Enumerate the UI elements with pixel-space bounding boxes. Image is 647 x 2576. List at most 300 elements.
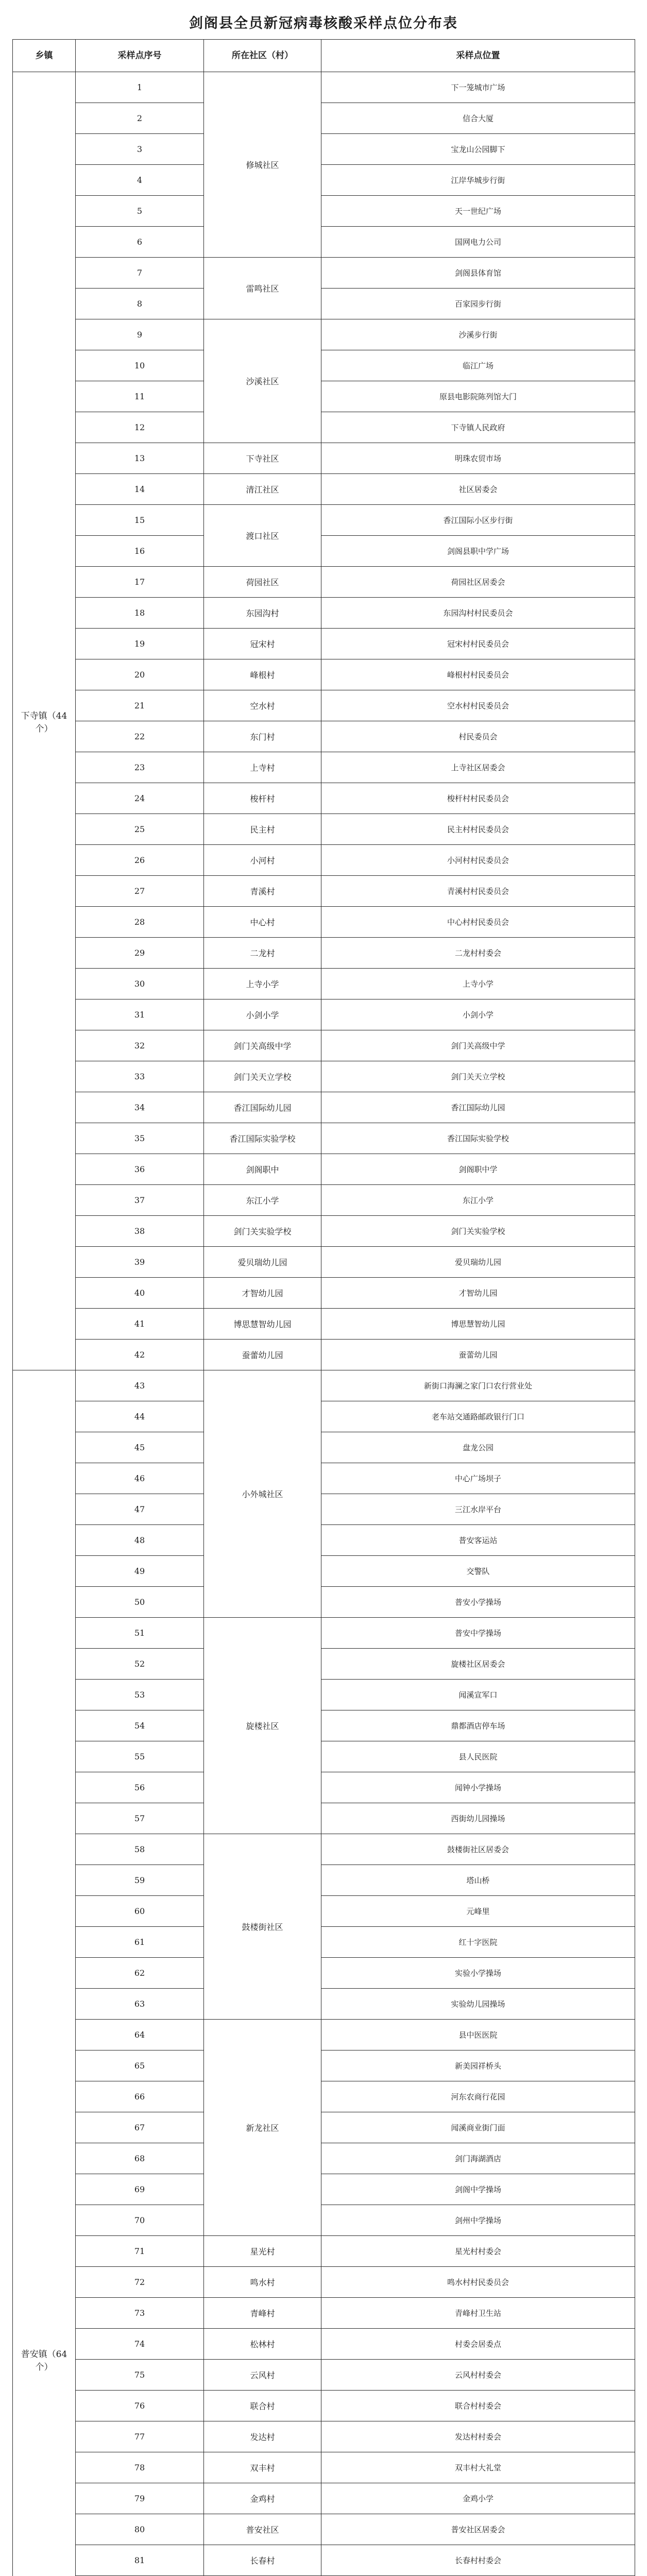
site-number-cell: 31: [76, 999, 204, 1030]
header-town: 乡镇: [13, 40, 76, 72]
header-site-number: 采样点序号: [76, 40, 204, 72]
site-number-cell: 20: [76, 659, 204, 690]
table-row: [13, 1309, 635, 1340]
table-row: [13, 2081, 635, 2112]
table-row: [13, 969, 635, 999]
site-number-cell: 60: [76, 1896, 204, 1927]
location-cell: 民主村村民委员会: [321, 814, 635, 845]
community-cell: 二龙村: [204, 938, 321, 969]
document: [12, 8, 635, 2576]
site-number-cell: 13: [76, 443, 204, 474]
site-number-cell: 37: [76, 1185, 204, 1216]
site-number-cell: 18: [76, 598, 204, 629]
location-cell: 东江小学: [321, 1185, 635, 1216]
community-cell: 博思慧智幼儿园: [204, 1309, 321, 1340]
community-cell: 金鸡村: [204, 2483, 321, 2514]
site-number-cell: 9: [76, 319, 204, 350]
community-cell: 旋楼社区: [204, 1618, 321, 1834]
location-cell: 二龙村村委会: [321, 938, 635, 969]
location-cell: 鼎都酒店停车场: [321, 1710, 635, 1741]
location-cell: 双丰村大礼堂: [321, 2452, 635, 2483]
site-number-cell: 54: [76, 1710, 204, 1741]
location-cell: 博思慧智幼儿园: [321, 1309, 635, 1340]
location-cell: 剑州中学操场: [321, 2205, 635, 2236]
site-number-cell: 65: [76, 2050, 204, 2081]
table-row: [13, 165, 635, 196]
location-cell: 江岸华城步行街: [321, 165, 635, 196]
table-row: [13, 350, 635, 381]
site-number-cell: 53: [76, 1680, 204, 1710]
location-cell: 空水村村民委员会: [321, 690, 635, 721]
community-cell: 鸣水村: [204, 2267, 321, 2298]
location-cell: 红十字医院: [321, 1927, 635, 1958]
table-row: [13, 2391, 635, 2421]
site-number-cell: 1: [76, 72, 204, 103]
location-cell: 村民委员会: [321, 721, 635, 752]
site-number-cell: 10: [76, 350, 204, 381]
table-row: [13, 690, 635, 721]
location-cell: 才智幼儿园: [321, 1278, 635, 1309]
site-number-cell: 26: [76, 845, 204, 876]
table-row: [13, 474, 635, 505]
community-cell: 香江国际实验学校: [204, 1123, 321, 1154]
location-cell: 老车站交通路邮政银行门口: [321, 1401, 635, 1432]
site-number-cell: 64: [76, 2020, 204, 2050]
community-cell: 东园沟村: [204, 598, 321, 629]
site-number-cell: 19: [76, 629, 204, 659]
community-cell: 爱贝瑞幼儿园: [204, 1247, 321, 1278]
header-community: 所在社区（村）: [204, 40, 321, 72]
table-row: [13, 999, 635, 1030]
table-row: [13, 1401, 635, 1432]
location-cell: 青峰村卫生站: [321, 2298, 635, 2329]
site-number-cell: 3: [76, 134, 204, 165]
community-cell: 剑阁职中: [204, 1154, 321, 1185]
table-row: [13, 1370, 635, 1401]
table-row: [13, 2020, 635, 2050]
site-number-cell: 46: [76, 1463, 204, 1494]
community-cell: 清江社区: [204, 474, 321, 505]
site-number-cell: 72: [76, 2267, 204, 2298]
table-row: [13, 1958, 635, 1989]
site-number-cell: 69: [76, 2174, 204, 2205]
location-cell: 剑门海湖酒店: [321, 2143, 635, 2174]
location-cell: 中心村村民委员会: [321, 907, 635, 938]
community-cell: 剑门关高级中学: [204, 1030, 321, 1061]
site-number-cell: 63: [76, 1989, 204, 2020]
site-number-cell: 68: [76, 2143, 204, 2174]
town-cell: 下寺镇（44个）: [13, 72, 76, 1370]
location-cell: 天一世纪广场: [321, 196, 635, 227]
table-row: [13, 2421, 635, 2452]
site-number-cell: 22: [76, 721, 204, 752]
site-number-cell: 67: [76, 2112, 204, 2143]
community-cell: 东江小学: [204, 1185, 321, 1216]
site-number-cell: 59: [76, 1865, 204, 1896]
site-number-cell: 50: [76, 1587, 204, 1618]
table-row: [13, 2452, 635, 2483]
community-cell: 小剑小学: [204, 999, 321, 1030]
site-number-cell: 43: [76, 1370, 204, 1401]
community-cell: 青峰村: [204, 2298, 321, 2329]
town-cell: 普安镇（64个）: [13, 1370, 76, 2576]
location-cell: 新美园祥桥头: [321, 2050, 635, 2081]
location-cell: 剑阁职中学: [321, 1154, 635, 1185]
table-row: [13, 2174, 635, 2205]
table-row: [13, 258, 635, 289]
community-cell: 蚕蕾幼儿园: [204, 1340, 321, 1370]
table-row: [13, 907, 635, 938]
table-row: [13, 412, 635, 443]
table-row: [13, 2050, 635, 2081]
location-cell: 普安社区居委会: [321, 2514, 635, 2545]
location-cell: 小河村村民委员会: [321, 845, 635, 876]
table-row: [13, 1989, 635, 2020]
community-cell: 发达村: [204, 2421, 321, 2452]
table-row: [13, 2545, 635, 2576]
table-row: [13, 1092, 635, 1123]
table-row: [13, 2298, 635, 2329]
site-number-cell: 78: [76, 2452, 204, 2483]
location-cell: 剑阁中学操场: [321, 2174, 635, 2205]
location-cell: 元峰里: [321, 1896, 635, 1927]
community-cell: 双丰村: [204, 2452, 321, 2483]
table-row: [13, 1525, 635, 1556]
location-cell: 交警队: [321, 1556, 635, 1587]
table-row: [13, 938, 635, 969]
site-number-cell: 55: [76, 1741, 204, 1772]
table-row: [13, 567, 635, 598]
location-cell: 剑门关天立学校: [321, 1061, 635, 1092]
community-cell: 荷园社区: [204, 567, 321, 598]
site-number-cell: 79: [76, 2483, 204, 2514]
community-cell: 小外城社区: [204, 1370, 321, 1618]
community-cell: 民主村: [204, 814, 321, 845]
table-row: [13, 1185, 635, 1216]
table-row: [13, 2360, 635, 2391]
table-row: [13, 536, 635, 567]
location-cell: 普安中学操场: [321, 1618, 635, 1649]
community-cell: 梭杆村: [204, 783, 321, 814]
location-cell: 剑门关实验学校: [321, 1216, 635, 1247]
location-cell: 村委会居委点: [321, 2329, 635, 2360]
community-cell: 上寺村: [204, 752, 321, 783]
table-row: [13, 2143, 635, 2174]
table-row: [13, 1618, 635, 1649]
location-cell: 信合大厦: [321, 103, 635, 134]
table-row: [13, 227, 635, 258]
site-number-cell: 56: [76, 1772, 204, 1803]
table-row: [13, 1123, 635, 1154]
location-cell: 东园沟村村民委员会: [321, 598, 635, 629]
community-cell: 云风村: [204, 2360, 321, 2391]
location-cell: 蚕蕾幼儿园: [321, 1340, 635, 1370]
table-row: [13, 845, 635, 876]
community-cell: 剑门关实验学校: [204, 1216, 321, 1247]
header-location: 采样点位置: [321, 40, 635, 72]
table-row: [13, 2329, 635, 2360]
location-cell: 普安小学操场: [321, 1587, 635, 1618]
site-number-cell: 70: [76, 2205, 204, 2236]
community-cell: 冠宋村: [204, 629, 321, 659]
table-row: [13, 1432, 635, 1463]
location-cell: 云风村村委会: [321, 2360, 635, 2391]
community-cell: 青溪村: [204, 876, 321, 907]
table-row: [13, 2514, 635, 2545]
community-cell: 星光村: [204, 2236, 321, 2267]
site-number-cell: 30: [76, 969, 204, 999]
community-cell: 沙溪社区: [204, 319, 321, 443]
location-cell: 荷园社区居委会: [321, 567, 635, 598]
site-number-cell: 39: [76, 1247, 204, 1278]
community-cell: 下寺社区: [204, 443, 321, 474]
site-number-cell: 28: [76, 907, 204, 938]
table-row: [13, 2205, 635, 2236]
location-cell: 沙溪步行街: [321, 319, 635, 350]
table-row: [13, 598, 635, 629]
site-number-cell: 8: [76, 289, 204, 319]
site-number-cell: 73: [76, 2298, 204, 2329]
site-number-cell: 40: [76, 1278, 204, 1309]
site-number-cell: 51: [76, 1618, 204, 1649]
table-row: [13, 1772, 635, 1803]
site-number-cell: 66: [76, 2081, 204, 2112]
site-number-cell: 62: [76, 1958, 204, 1989]
site-number-cell: 74: [76, 2329, 204, 2360]
table-row: [13, 1463, 635, 1494]
community-cell: 雷鸣社区: [204, 258, 321, 319]
community-cell: 中心村: [204, 907, 321, 938]
table-row: [13, 2236, 635, 2267]
table-row: [13, 1710, 635, 1741]
location-cell: 香江国际幼儿园: [321, 1092, 635, 1123]
site-number-cell: 58: [76, 1834, 204, 1865]
location-cell: 西街幼儿园操场: [321, 1803, 635, 1834]
location-cell: 青溪村村民委员会: [321, 876, 635, 907]
community-cell: 普安社区: [204, 2514, 321, 2545]
site-number-cell: 17: [76, 567, 204, 598]
location-cell: 长春村村委会: [321, 2545, 635, 2576]
site-number-cell: 2: [76, 103, 204, 134]
location-cell: 下一笼城市广场: [321, 72, 635, 103]
sampling-sites-table: [12, 39, 635, 2576]
site-number-cell: 12: [76, 412, 204, 443]
site-number-cell: 77: [76, 2421, 204, 2452]
site-number-cell: 52: [76, 1649, 204, 1680]
location-cell: 实验小学操场: [321, 1958, 635, 1989]
site-number-cell: 21: [76, 690, 204, 721]
location-cell: 鼓楼街社区居委会: [321, 1834, 635, 1865]
location-cell: 国网电力公司: [321, 227, 635, 258]
community-cell: 小河村: [204, 845, 321, 876]
location-cell: 实验幼儿园操场: [321, 1989, 635, 2020]
site-number-cell: 61: [76, 1927, 204, 1958]
location-cell: 百家园步行街: [321, 289, 635, 319]
location-cell: 原县电影院陈列馆大门: [321, 381, 635, 412]
location-cell: 盘龙公园: [321, 1432, 635, 1463]
location-cell: 剑阁县体育馆: [321, 258, 635, 289]
table-row: [13, 505, 635, 536]
location-cell: 爱贝瑞幼儿园: [321, 1247, 635, 1278]
table-row: [13, 2483, 635, 2514]
location-cell: 普安客运站: [321, 1525, 635, 1556]
location-cell: 上寺社区居委会: [321, 752, 635, 783]
site-number-cell: 57: [76, 1803, 204, 1834]
location-cell: 明珠农贸市场: [321, 443, 635, 474]
site-number-cell: 81: [76, 2545, 204, 2576]
table-row: [13, 1741, 635, 1772]
table-row: [13, 134, 635, 165]
community-cell: 才智幼儿园: [204, 1278, 321, 1309]
table-row: [13, 1556, 635, 1587]
site-number-cell: 14: [76, 474, 204, 505]
location-cell: 金鸡小学: [321, 2483, 635, 2514]
table-row: [13, 659, 635, 690]
site-number-cell: 35: [76, 1123, 204, 1154]
table-row: [13, 103, 635, 134]
site-number-cell: 5: [76, 196, 204, 227]
location-cell: 塔山桥: [321, 1865, 635, 1896]
table-row: [13, 319, 635, 350]
community-cell: 修城社区: [204, 72, 321, 258]
community-cell: 渡口社区: [204, 505, 321, 567]
location-cell: 联合村村委会: [321, 2391, 635, 2421]
table-row: [13, 1030, 635, 1061]
location-cell: 上寺小学: [321, 969, 635, 999]
site-number-cell: 11: [76, 381, 204, 412]
community-cell: 联合村: [204, 2391, 321, 2421]
site-number-cell: 47: [76, 1494, 204, 1525]
location-cell: 峰根村村民委员会: [321, 659, 635, 690]
site-number-cell: 24: [76, 783, 204, 814]
table-row: [13, 1680, 635, 1710]
table-row: [13, 381, 635, 412]
community-cell: 空水村: [204, 690, 321, 721]
table-row: [13, 1803, 635, 1834]
location-cell: 小剑小学: [321, 999, 635, 1030]
table-row: [13, 1247, 635, 1278]
table-row: [13, 629, 635, 659]
community-cell: 上寺小学: [204, 969, 321, 999]
community-cell: 新龙社区: [204, 2020, 321, 2236]
site-number-cell: 71: [76, 2236, 204, 2267]
table-row: [13, 1494, 635, 1525]
table-row: [13, 1649, 635, 1680]
site-number-cell: 25: [76, 814, 204, 845]
location-cell: 下寺镇人民政府: [321, 412, 635, 443]
location-cell: 宝龙山公园脚下: [321, 134, 635, 165]
table-row: [13, 72, 635, 103]
location-cell: 梭杆村村民委员会: [321, 783, 635, 814]
table-row: [13, 2112, 635, 2143]
table-row: [13, 752, 635, 783]
table-row: [13, 289, 635, 319]
site-number-cell: 27: [76, 876, 204, 907]
site-number-cell: 75: [76, 2360, 204, 2391]
community-cell: 香江国际幼儿园: [204, 1092, 321, 1123]
site-number-cell: 45: [76, 1432, 204, 1463]
table-row: [13, 876, 635, 907]
community-cell: 剑门关天立学校: [204, 1061, 321, 1092]
site-number-cell: 16: [76, 536, 204, 567]
site-number-cell: 76: [76, 2391, 204, 2421]
location-cell: 香江国际实验学校: [321, 1123, 635, 1154]
location-cell: 社区居委会: [321, 474, 635, 505]
table-row: [13, 721, 635, 752]
site-number-cell: 33: [76, 1061, 204, 1092]
table-row: [13, 1587, 635, 1618]
site-number-cell: 23: [76, 752, 204, 783]
table-row: [13, 1061, 635, 1092]
community-cell: 松林村: [204, 2329, 321, 2360]
site-number-cell: 6: [76, 227, 204, 258]
table-row: [13, 1278, 635, 1309]
table-row: [13, 1865, 635, 1896]
table-row: [13, 196, 635, 227]
community-cell: 鼓楼街社区: [204, 1834, 321, 2020]
table-row: [13, 1896, 635, 1927]
table-row: [13, 1154, 635, 1185]
table-row: [13, 814, 635, 845]
table-header: [13, 40, 635, 72]
location-cell: 闻钟小学操场: [321, 1772, 635, 1803]
location-cell: 鸣水村村民委员会: [321, 2267, 635, 2298]
site-number-cell: 34: [76, 1092, 204, 1123]
location-cell: 三江水岸平台: [321, 1494, 635, 1525]
location-cell: 新街口海澜之家门口农行营业处: [321, 1370, 635, 1401]
location-cell: 中心广场坝子: [321, 1463, 635, 1494]
location-cell: 发达村村委会: [321, 2421, 635, 2452]
site-number-cell: 36: [76, 1154, 204, 1185]
community-cell: 峰根村: [204, 659, 321, 690]
header-row: [13, 40, 635, 72]
site-number-cell: 32: [76, 1030, 204, 1061]
site-number-cell: 38: [76, 1216, 204, 1247]
location-cell: 星光村村委会: [321, 2236, 635, 2267]
table-row: [13, 1216, 635, 1247]
table-row: [13, 1340, 635, 1370]
location-cell: 旋楼社区居委会: [321, 1649, 635, 1680]
site-number-cell: 44: [76, 1401, 204, 1432]
location-cell: 县中医医院: [321, 2020, 635, 2050]
site-number-cell: 7: [76, 258, 204, 289]
table-body: [13, 72, 635, 2576]
location-cell: 河东农商行花园: [321, 2081, 635, 2112]
location-cell: 香江国际小区步行街: [321, 505, 635, 536]
site-number-cell: 48: [76, 1525, 204, 1556]
site-number-cell: 15: [76, 505, 204, 536]
community-cell: 东门村: [204, 721, 321, 752]
table-row: [13, 443, 635, 474]
site-number-cell: 49: [76, 1556, 204, 1587]
table-row: [13, 1834, 635, 1865]
table-row: [13, 2267, 635, 2298]
location-cell: 冠宋村村民委员会: [321, 629, 635, 659]
site-number-cell: 42: [76, 1340, 204, 1370]
community-cell: 长春村: [204, 2545, 321, 2576]
document-title: 剑阁县全员新冠病毒核酸采样点位分布表: [189, 15, 458, 31]
site-number-cell: 4: [76, 165, 204, 196]
site-number-cell: 29: [76, 938, 204, 969]
location-cell: 剑阁县职中学广场: [321, 536, 635, 567]
location-cell: 剑门关高级中学: [321, 1030, 635, 1061]
table-row: [13, 1927, 635, 1958]
location-cell: 闻溪宣军口: [321, 1680, 635, 1710]
location-cell: 临江广场: [321, 350, 635, 381]
site-number-cell: 41: [76, 1309, 204, 1340]
location-cell: 县人民医院: [321, 1741, 635, 1772]
site-number-cell: 80: [76, 2514, 204, 2545]
